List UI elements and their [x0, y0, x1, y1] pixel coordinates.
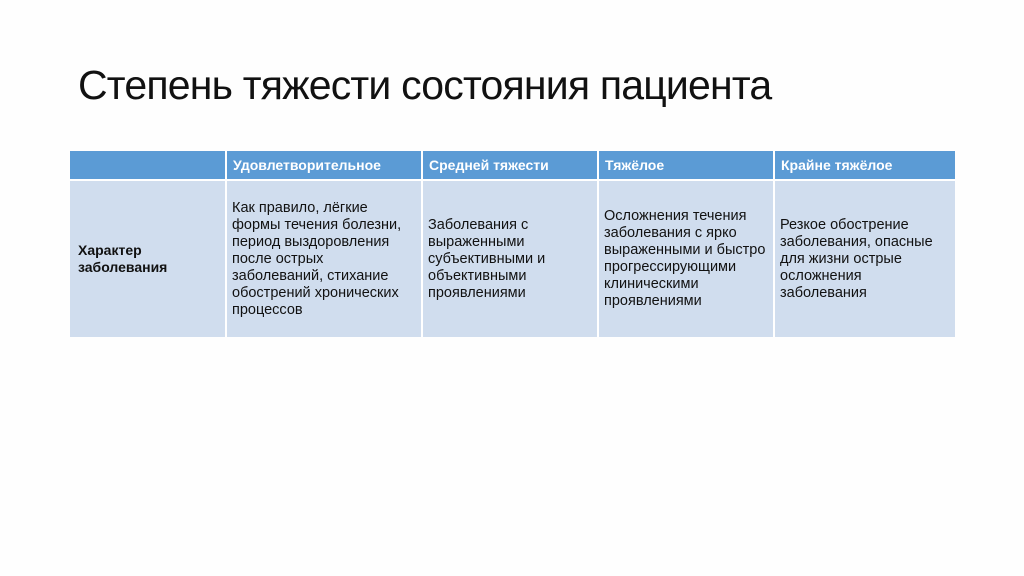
severity-table: [70, 151, 955, 337]
header-cell-empty: [70, 151, 226, 180]
cell-moderate-text: Заболевания с выраженными субъективными и объективными проявлениями: [428, 216, 546, 301]
cell-severe-text: Осложнения течения заболевания с ярко выраженными и быстро прогрессирующими клиническими проявлениями: [604, 208, 766, 309]
table-row: [70, 180, 955, 337]
table-header-row: [70, 151, 955, 180]
cell-extremely-severe-text: Резкое обострение заболевания, опасные для жизни острые осложнения заболевания: [780, 216, 933, 301]
row-label-text: Характер заболевания: [78, 242, 168, 275]
header-cell-severe: Тяжёлое: [598, 151, 774, 180]
cell-moderate: [422, 180, 598, 337]
cell-severe: [598, 180, 774, 337]
cell-extremely-severe: [774, 180, 955, 337]
cell-satisfactory-text: Как правило, лёгкие формы течения болезни, период выздоровления после острых заболеваний, стихание обострений хронических процессов: [232, 199, 402, 318]
cell-satisfactory: [226, 180, 422, 337]
header-cell-extremely-severe: Крайне тяжёлое: [774, 151, 955, 180]
header-cell-moderate: Средней тяжести: [422, 151, 598, 180]
row-label-disease-character: [70, 180, 226, 337]
slide-title: Степень тяжести состояния пациента: [78, 62, 772, 108]
header-cell-satisfactory: Удовлетворительное: [226, 151, 422, 180]
